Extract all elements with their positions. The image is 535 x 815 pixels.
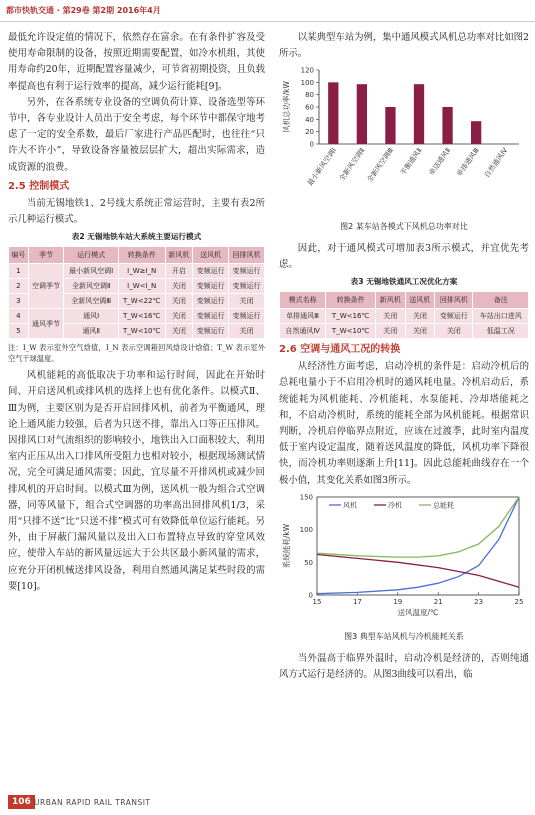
- table-cell: 变频运行: [435, 309, 473, 324]
- table-3: [279, 291, 529, 339]
- paragraph: 当前无锡地铁1、2号线大系统正常运营时，主要有表2所示几种运行模式。: [8, 197, 265, 226]
- table-caption: 表3 无锡地铁通风工况优化方案: [350, 277, 458, 287]
- x-tick-label: 25: [514, 597, 524, 606]
- table-cell: T_W<16℃: [118, 309, 165, 324]
- table-header: 新风机: [375, 292, 405, 309]
- table-cell: I_W<I_N: [118, 279, 165, 294]
- table-cell: 关闭: [165, 324, 193, 339]
- table-cell: 4: [9, 309, 29, 324]
- paragraph: 当外温高于临界外温时，启动冷机是经济的，否则纯通风方式运行是经济的。从图3曲线可以看出，临: [279, 653, 529, 681]
- series-line: [317, 497, 519, 594]
- table-cell: 关闭: [375, 309, 405, 324]
- table-row: [9, 264, 265, 279]
- x-axis-label: 送风温度/℃: [397, 607, 439, 617]
- x-tick-label: 全新风空调Ⅲ: [365, 146, 396, 185]
- paragraph: 另外，在各系统专业设备的空调负荷计算、设备选型等环节中，各专业设计人员出于安全考虑，每个环节中都保守地考虑了一定的安全系数，最后厂家进行产品匹配时，也往往“只许大不许小”，导致设备容量被层层扩大，超出实际需求，造成资源的浪费。: [8, 96, 265, 173]
- bar: [328, 83, 338, 145]
- table-cell: 变频运行: [229, 279, 265, 294]
- bar: [357, 85, 367, 145]
- table-cell: 开启: [165, 264, 193, 279]
- x-tick-label: 单送通风Ⅱ: [427, 146, 453, 178]
- page-footer: [8, 795, 308, 811]
- table-cell: 关闭: [229, 294, 265, 309]
- table-header: 回排风机: [229, 247, 265, 264]
- bar: [442, 107, 452, 144]
- table-header: 新风机: [165, 247, 193, 264]
- paragraph: 从经济性方面考虑，启动冷机的条件是：启动冷机后的总耗电量小于不启用冷机时的通风耗电量。冷机启动后，系统能耗为风机能耗、冷机能耗、水泵能耗、冷却塔能耗之和，不启动冷机时，系统的能耗全部为风机能耗。根据常识判断，冷机启停临界点附近，应该在过渡季，此时室内温度低于室内设定温度，随着送风温度的降低，风机功率下降很快，而冷机功率则逐渐上升[11]。因此总能耗曲线存在一个极小值，其变化关系如图3所示。: [279, 361, 529, 486]
- y-tick-label: 0: [309, 140, 314, 149]
- paragraph: 最低允许设定值的情况下，依然存在富余。在有条件扩容及受使用寿命限制的设备，按照近期需要配置，如冷水机组，其使用寿命约20年，近期配置容量减少，可节省初期投资，且负载率提高也有利于运行效率的提高，减少运行能耗[9]。: [8, 32, 265, 92]
- table-cell: 关闭: [165, 309, 193, 324]
- table-cell: 关闭: [405, 324, 435, 339]
- section-heading: 2.6 空调与通风工况的转换: [279, 344, 401, 356]
- x-tick-label: 19: [393, 597, 403, 606]
- table-cell: 变频运行: [193, 279, 229, 294]
- table-cell: 2: [9, 279, 29, 294]
- table-header: 备注: [473, 292, 529, 309]
- table-cell: 关闭: [435, 324, 473, 339]
- table-cell: 全新风空调Ⅱ: [64, 279, 118, 294]
- table-cell: 变频运行: [193, 324, 229, 339]
- y-tick-label: 20: [305, 128, 314, 137]
- x-tick-label: 23: [474, 597, 484, 606]
- figure-3-line-chart: [279, 489, 529, 621]
- figure-caption: 图2 某车站各模式下风机总功率对比: [340, 221, 468, 231]
- table-cell: 单排通风Ⅲ: [280, 309, 326, 324]
- y-tick-label: 150: [299, 493, 313, 502]
- y-axis-label: 风机总功率/kW: [282, 81, 291, 134]
- table-cell: T_W<10℃: [326, 324, 376, 339]
- bar: [385, 107, 395, 144]
- y-tick-label: 40: [305, 116, 314, 125]
- y-axis-label: 系统能耗/kW: [282, 523, 291, 568]
- table-cell: 变频运行: [193, 294, 229, 309]
- table-header: 编号: [9, 247, 29, 264]
- table-cell: 变频运行: [229, 264, 265, 279]
- y-tick-label: 0: [308, 591, 313, 600]
- y-tick-label: 80: [305, 91, 314, 100]
- table-header: 模式名称: [280, 292, 326, 309]
- table-row: [280, 309, 529, 324]
- table-cell: 低温工况: [473, 324, 529, 339]
- y-tick-label: 120: [300, 66, 314, 75]
- table-note: 注：I_W 表示室外空气焓值，I_N 表示空调箱回风焓设计焓值；T_W 表示室外空气干球温度。: [8, 343, 265, 364]
- figure-2-bar-chart: [279, 62, 529, 210]
- table-cell: 通风季节: [28, 309, 64, 339]
- table-cell: 关闭: [229, 324, 265, 339]
- x-tick-label: 15: [312, 597, 322, 606]
- legend-label: 总能耗: [433, 501, 454, 510]
- page-number: 106: [8, 795, 35, 809]
- x-tick-label: 单排通风Ⅲ: [455, 146, 481, 179]
- y-tick-label: 60: [305, 103, 314, 112]
- table-cell: 自然通风Ⅳ: [280, 324, 326, 339]
- table-cell: 5: [9, 324, 29, 339]
- legend-label: 风机: [343, 501, 357, 510]
- table-header: 季节: [28, 247, 64, 264]
- table-header: 送风机: [405, 292, 435, 309]
- table-cell: 变频运行: [229, 309, 265, 324]
- table-cell: T_W<22℃: [118, 294, 165, 309]
- left-column: [8, 30, 265, 595]
- y-tick-label: 100: [300, 79, 314, 88]
- x-tick-label: 自然通风Ⅳ: [483, 146, 510, 180]
- x-tick-label: 全新风空调Ⅱ: [337, 146, 367, 184]
- table-cell: 关闭: [405, 309, 435, 324]
- table-cell: T_W<10℃: [118, 324, 165, 339]
- x-tick-label: 21: [433, 597, 443, 606]
- table-cell: 变频运行: [193, 309, 229, 324]
- table-caption: 表2 无锡地铁车站大系统主要运行模式: [71, 232, 202, 242]
- table-cell: 关闭: [165, 294, 193, 309]
- table-cell: 3: [9, 294, 29, 309]
- legend-label: 冷机: [388, 501, 402, 510]
- table-row: [9, 309, 265, 324]
- y-tick-label: 50: [304, 558, 313, 567]
- table-header: 转换条件: [118, 247, 165, 264]
- journal-header: 都市快轨交通 · 第29卷 第2期 2016年4月: [6, 6, 161, 15]
- paragraph: 风机能耗的高低取决于功率和运行时间，因此在开始时间、开启送风机或排风机的选择上也有优化条件。以模式Ⅱ、Ⅲ为例，主要区别为是否开启回排风机，前者为平衡通风，理论上通风能力较强，后者为只送不排，靠出入口等正压排风。因排风口对气流组织的影响较小，地铁出入口面积较大，利用室内正压从出入口排风所受阻力也相对较小，根据现场测试情况，完全可满足通风需要；因此，宜尽量不开排风机或减少回排风机的开启时间。以模式Ⅲ为例，送风机一般为组合式空调器，同等风量下，组合式空调器的功率高出回排风机1/3，采用“只排不送”比“只送不排”模式可有效降低单位运行能耗。另外，由于屏蔽门漏风量以及出入口布置特点导致的穿堂风效应，使带入车站的新风量远远大于公共区最小新风量的需求，应充分开闭机械送排风设备，利用自然通风满足某些时段的需要[10]。: [8, 370, 265, 592]
- table-header: 转换条件: [326, 292, 376, 309]
- table-cell: 车站出口进风: [473, 309, 529, 324]
- x-tick-label: 17: [352, 597, 362, 606]
- table-cell: 变频运行: [193, 264, 229, 279]
- table-cell: 空调季节: [28, 264, 64, 309]
- table-header: 送风机: [193, 247, 229, 264]
- series-line: [317, 554, 519, 587]
- bar: [414, 85, 424, 145]
- table-cell: T_W<16℃: [326, 309, 376, 324]
- page-header: [0, 0, 535, 22]
- table-cell: 关闭: [375, 324, 405, 339]
- paragraph: 因此，对于通风模式可增加表3所示模式，并宜优先考虑。: [279, 242, 529, 271]
- table-cell: 通风Ⅰ: [64, 309, 118, 324]
- y-tick-label: 100: [299, 526, 313, 535]
- x-tick-label: 平衡通风Ⅱ: [399, 146, 424, 178]
- table-2: [8, 246, 265, 339]
- section-heading: 2.5 控制模式: [8, 180, 70, 192]
- x-tick-label: 最小新风空调Ⅰ: [306, 146, 338, 188]
- figure-caption: 图3 典型车站风机与冷机能耗关系: [344, 632, 464, 642]
- table-cell: 全新风空调Ⅲ: [64, 294, 118, 309]
- table-header: 运行模式: [64, 247, 118, 264]
- bar: [471, 122, 481, 145]
- right-column: [279, 30, 529, 684]
- table-cell: I_W≥I_N: [118, 264, 165, 279]
- table-cell: 通风Ⅱ: [64, 324, 118, 339]
- table-cell: 关闭: [165, 279, 193, 294]
- table-cell: 最小新风空调Ⅰ: [64, 264, 118, 279]
- paragraph: 以某典型车站为例，集中通风模式风机总功率对比如图2所示。: [279, 32, 529, 60]
- table-row: [280, 324, 529, 339]
- plot-frame: [317, 497, 519, 595]
- table-header: 回排风机: [435, 292, 473, 309]
- table-cell: 1: [9, 264, 29, 279]
- journal-name-en: URBAN RAPID RAIL TRANSIT: [34, 798, 151, 807]
